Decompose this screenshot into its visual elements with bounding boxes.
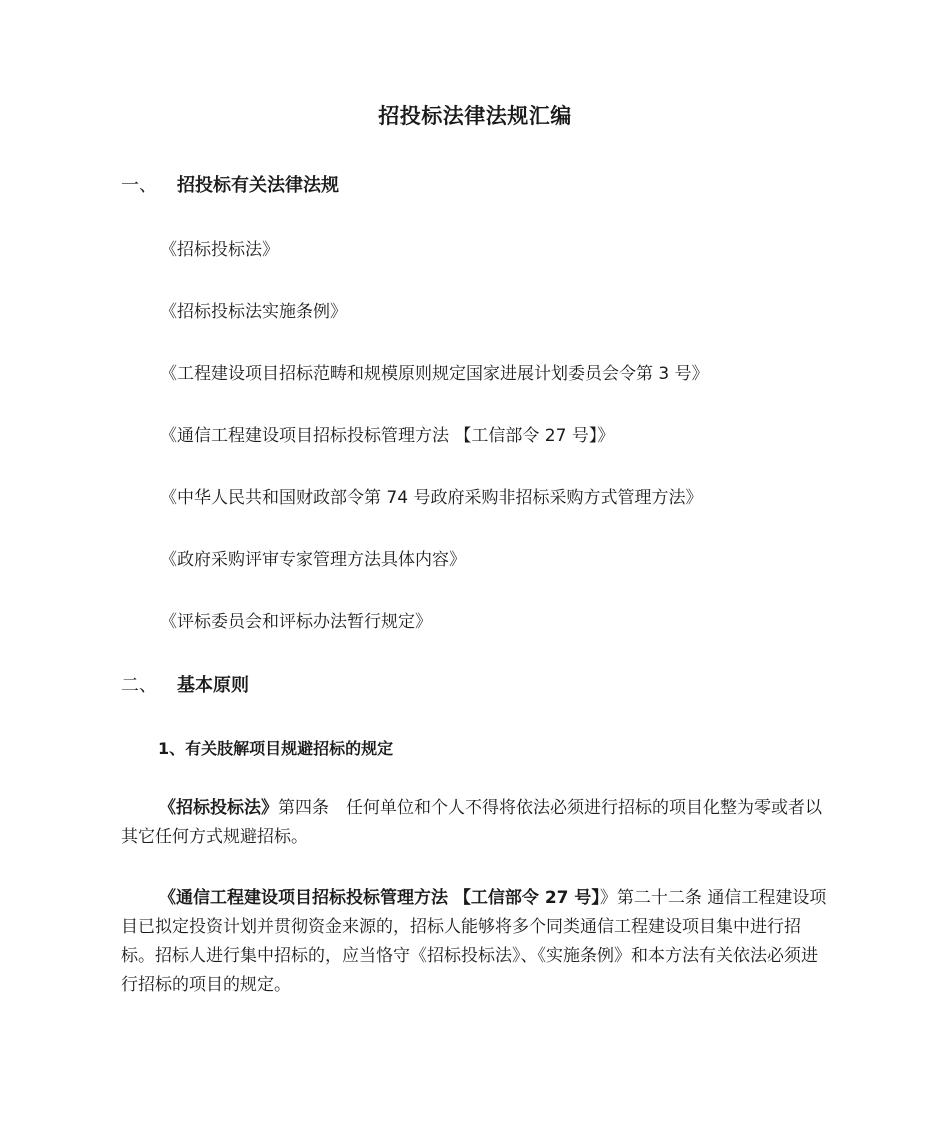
article-paragraph	[121, 794, 833, 852]
section-heading-1	[121, 171, 339, 197]
law-name-bold: 《通信工程建设项目招标投标管理方法 【工信部令 27 号】	[159, 888, 600, 908]
section-number: 二、	[121, 675, 157, 696]
subsection-heading: 1、有关肢解项目规避招标的规定	[158, 739, 394, 758]
section-title: 招投标有关法律法规	[177, 175, 339, 196]
section-title: 基本原则	[177, 675, 249, 696]
section-heading-2	[121, 671, 249, 697]
law-list-item: 《通信工程建设项目招标投标管理方法 【工信部令 27 号】》	[160, 426, 615, 446]
law-list-item: 《工程建设项目招标范畴和规模原则规定国家进展计划委员会令第 3 号》	[160, 364, 709, 384]
article-paragraph	[121, 884, 833, 1000]
document-title: 招投标法律法规汇编	[378, 104, 572, 128]
law-list-item: 《政府采购评审专家管理方法具体内容》	[160, 550, 466, 570]
law-name-bold: 《招标投标法》	[159, 798, 278, 818]
section-number: 一、	[121, 175, 157, 196]
law-list-item: 《评标委员会和评标办法暂行规定》	[160, 612, 432, 632]
article-text: 第四条 任何单位和个人不得将依法必须进行招标的项目化整为零或者以其它任何方式规避招标。	[121, 798, 822, 847]
article-text: 》第二十二条 通信工程建设项目已拟定投资计划并贯彻资金来源的，招标人能够将多个同类通信工程建设项目集中进行招标。招标人进行集中招标的，应当恪守《招标投标法》、《实施条例》和本方法有关依法必须进行招标的项目的规定。	[121, 888, 827, 995]
law-list-item: 《招标投标法实施条例》	[160, 302, 347, 322]
law-list-item: 《中华人民共和国财政部令第 74 号政府采购非招标采购方式管理方法》	[160, 488, 703, 508]
law-list-item: 《招标投标法》	[160, 240, 279, 260]
